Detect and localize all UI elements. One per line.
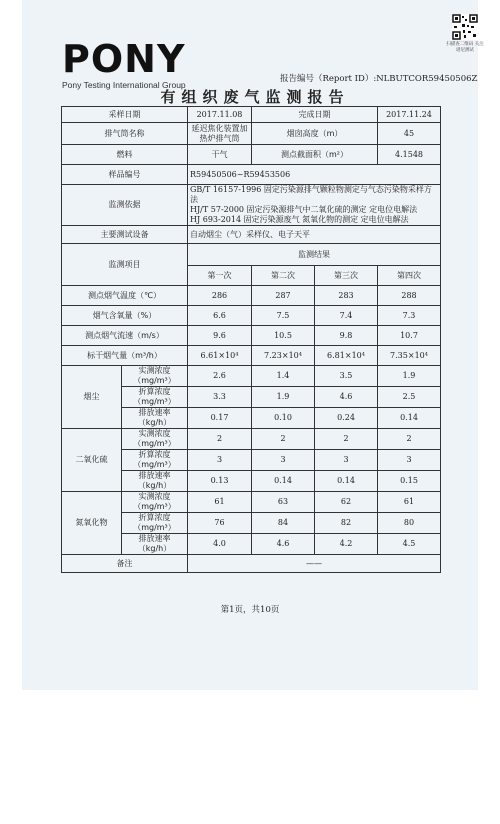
area-value: 4.1548 xyxy=(378,145,441,165)
value-cell: 4.0 xyxy=(188,534,252,555)
value-cell: 286 xyxy=(188,286,252,306)
run-header: 第二次 xyxy=(252,266,315,286)
row-label: 实测浓度（mg/m³） xyxy=(122,429,188,450)
group-label: 氮氧化物 xyxy=(62,492,122,555)
report-id-line xyxy=(280,72,477,84)
basis-list xyxy=(188,185,441,226)
value-cell: 7.35×10⁴ xyxy=(378,346,441,366)
row-label: 实测浓度（mg/m³） xyxy=(122,366,188,387)
value-cell: 10.7 xyxy=(378,326,441,346)
fuel-value: 干气 xyxy=(188,145,252,165)
table-row xyxy=(62,429,441,450)
row-label: 折算浓度（mg/m³） xyxy=(122,513,188,534)
table-row xyxy=(62,286,441,306)
stack-name-value: 延迟焦化装置加热炉排气筒 xyxy=(188,123,252,145)
run-header: 第三次 xyxy=(315,266,378,286)
item-header: 监测项目 xyxy=(62,244,188,286)
value-cell: 4.5 xyxy=(378,534,441,555)
value-cell: 288 xyxy=(378,286,441,306)
complete-date-value: 2017.11.24 xyxy=(378,107,441,123)
result-header: 监测结果 xyxy=(188,244,441,266)
equipment-label: 主要测试设备 xyxy=(62,226,188,244)
value-cell: 1.4 xyxy=(252,366,315,387)
value-cell: 10.5 xyxy=(252,326,315,346)
row-label: 折算浓度（mg/m³） xyxy=(122,450,188,471)
value-cell: 9.8 xyxy=(315,326,378,346)
value-cell: 7.23×10⁴ xyxy=(252,346,315,366)
value-cell: 6.61×10⁴ xyxy=(188,346,252,366)
value-cell: 0.14 xyxy=(252,471,315,492)
value-cell: 2 xyxy=(315,429,378,450)
value-cell: 7.4 xyxy=(315,306,378,326)
sample-date-label: 采样日期 xyxy=(62,107,188,123)
value-cell: 1.9 xyxy=(252,387,315,408)
qr-code-icon xyxy=(452,14,478,40)
value-cell: 2.6 xyxy=(188,366,252,387)
value-cell: 0.24 xyxy=(315,408,378,429)
equipment-value: 自动烟尘（气）采样仪、电子天平 xyxy=(188,226,441,244)
report-table-wrap xyxy=(61,106,440,573)
stack-height-label: 烟囱高度（m） xyxy=(252,123,378,145)
value-cell: 4.2 xyxy=(315,534,378,555)
logo-wordmark: PONY xyxy=(62,37,186,81)
page-number: 第1页，共10页 xyxy=(220,605,280,615)
table-row xyxy=(62,306,441,326)
table-row xyxy=(62,346,441,366)
value-cell: 1.9 xyxy=(378,366,441,387)
row-label: 排放速率（kg/h） xyxy=(122,471,188,492)
basis-label: 监测依据 xyxy=(62,185,188,226)
value-cell: 0.13 xyxy=(188,471,252,492)
sample-no-label: 样品编号 xyxy=(62,165,188,185)
value-cell: 6.81×10⁴ xyxy=(315,346,378,366)
value-cell: 0.10 xyxy=(252,408,315,429)
value-cell: 82 xyxy=(315,513,378,534)
value-cell: 9.6 xyxy=(188,326,252,346)
value-cell: 287 xyxy=(252,286,315,306)
value-cell: 2 xyxy=(252,429,315,450)
stack-name-label: 排气筒名称 xyxy=(62,123,188,145)
sample-no-value: R59450506~R59453506 xyxy=(188,165,441,185)
value-cell: 4.6 xyxy=(252,534,315,555)
run-header: 第一次 xyxy=(188,266,252,286)
value-cell: 0.15 xyxy=(378,471,441,492)
value-cell: 76 xyxy=(188,513,252,534)
row-label: 烟气含氧量（%） xyxy=(62,306,188,326)
fuel-label: 燃料 xyxy=(62,145,188,165)
value-cell: 3 xyxy=(188,450,252,471)
report-id-value: NLBUTCOR59450506Z xyxy=(376,74,478,84)
value-cell: 62 xyxy=(315,492,378,513)
value-cell: 0.17 xyxy=(188,408,252,429)
row-label: 排放速率（kg/h） xyxy=(122,534,188,555)
row-label: 实测浓度（mg/m³） xyxy=(122,492,188,513)
value-cell: 2.5 xyxy=(378,387,441,408)
value-cell: 283 xyxy=(315,286,378,306)
area-label: 测点截面积（m²） xyxy=(252,145,378,165)
value-cell: 61 xyxy=(188,492,252,513)
value-cell: 63 xyxy=(252,492,315,513)
value-cell: 7.3 xyxy=(378,306,441,326)
row-label: 折算浓度（mg/m³） xyxy=(122,387,188,408)
value-cell: 2 xyxy=(378,429,441,450)
value-cell: 3 xyxy=(378,450,441,471)
report-id-label: 报告编号（Report ID）: xyxy=(280,74,377,84)
value-cell: 0.14 xyxy=(315,471,378,492)
value-cell: 3 xyxy=(315,450,378,471)
remark-row xyxy=(62,555,441,573)
remark-label: 备注 xyxy=(62,555,188,573)
basis-line: HJ/T 57-2000 固定污染源排气中二氧化硫的测定 定电位电解法 xyxy=(190,205,418,214)
table-row xyxy=(62,492,441,513)
table-row xyxy=(62,366,441,387)
value-cell: 3.3 xyxy=(188,387,252,408)
value-cell: 0.14 xyxy=(378,408,441,429)
row-label: 排放速率（kg/h） xyxy=(122,408,188,429)
row-label: 标干烟气量（m³/h） xyxy=(62,346,188,366)
qr-caption: 扫描查二维码 关注谱尼测试 xyxy=(446,42,484,53)
report-table xyxy=(61,106,441,573)
value-cell: 4.6 xyxy=(315,387,378,408)
value-cell: 80 xyxy=(378,513,441,534)
value-cell: 3.5 xyxy=(315,366,378,387)
row-label: 测点烟气温度（℃） xyxy=(62,286,188,306)
row-label: 测点烟气流速（m/s） xyxy=(62,326,188,346)
value-cell: 2 xyxy=(188,429,252,450)
table-row xyxy=(62,326,441,346)
sample-date-value: 2017.11.08 xyxy=(188,107,252,123)
group-label: 烟尘 xyxy=(62,366,122,429)
value-cell: 7.5 xyxy=(252,306,315,326)
basis-line: HJ 693-2014 固定污染源废气 氮氧化物的测定 定电位电解法 xyxy=(190,215,409,224)
run-header: 第四次 xyxy=(378,266,441,286)
complete-date-label: 完成日期 xyxy=(252,107,378,123)
company-logo xyxy=(62,37,186,90)
group-label: 二氧化硫 xyxy=(62,429,122,492)
value-cell: 61 xyxy=(378,492,441,513)
remark-value: —— xyxy=(188,555,441,573)
value-cell: 3 xyxy=(252,450,315,471)
page-title: 有组织废气监测报告 xyxy=(160,88,350,106)
stack-height-value: 45 xyxy=(378,123,441,145)
value-cell: 6.6 xyxy=(188,306,252,326)
company-name: Pony Testing International Group xyxy=(62,80,186,90)
basis-line: GB/T 16157-1996 固定污染源排气颗粒物测定与气态污染物采样方法 xyxy=(190,185,432,204)
value-cell: 84 xyxy=(252,513,315,534)
